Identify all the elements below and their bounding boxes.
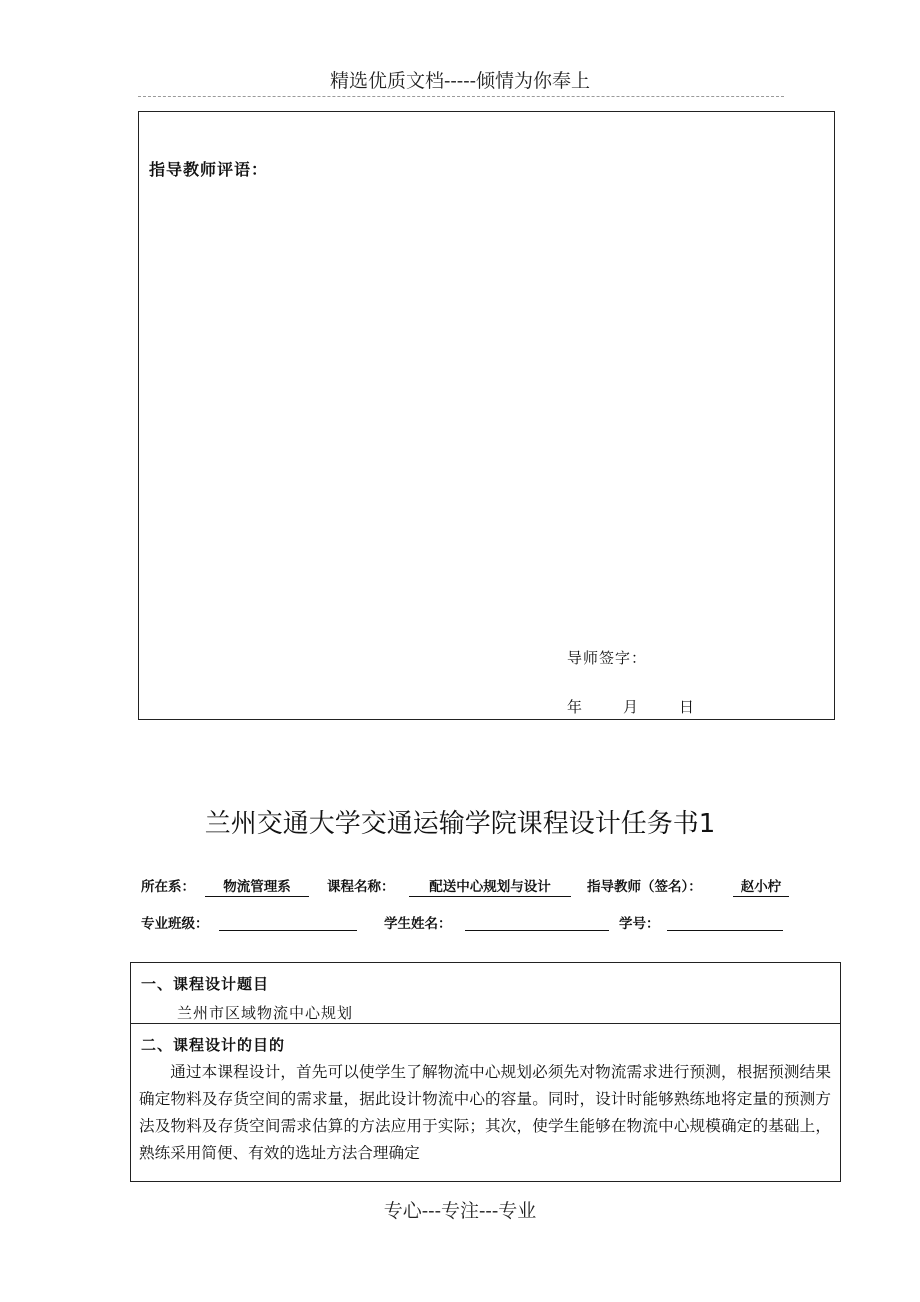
class-label: 专业班级： bbox=[141, 916, 209, 932]
course-value: 配送中心规划与设计 bbox=[409, 875, 571, 897]
date-month: 月 bbox=[623, 698, 639, 716]
department-value: 物流管理系 bbox=[205, 875, 309, 897]
section-1-heading: 一、课程设计题目 bbox=[141, 975, 270, 993]
page-footer: 专心---专注---专业 bbox=[383, 1200, 537, 1222]
class-field bbox=[219, 912, 357, 931]
section-2-body: 通过本课程设计，首先可以使学生了解物流中心规划必须先对物流需求进行预测，根据预测结果确定物料及存货空间的需求量，据此设计物流中心的容量。同时，设计时能够熟练地将定量的预测方法及物料及存货空间需求估算的方法应用于实际；其次，使学生能够在物流中心规模确定的基础上，熟练采用简便、有效的选址方法合理确定 bbox=[139, 1063, 831, 1162]
section-divider bbox=[131, 1023, 840, 1024]
teacher-review-box bbox=[138, 111, 835, 720]
section-2-heading: 二、课程设计的目的 bbox=[141, 1036, 286, 1054]
student-id-field bbox=[667, 912, 783, 931]
date-day: 日 bbox=[679, 698, 695, 716]
date-year: 年 bbox=[567, 698, 583, 716]
student-id-label: 学号： bbox=[619, 916, 660, 932]
instructor-value: 赵小柠 bbox=[733, 875, 789, 897]
signature-label: 导师签字： bbox=[567, 649, 648, 667]
instructor-label: 指导教师（签名）： bbox=[587, 879, 702, 895]
course-label: 课程名称： bbox=[327, 879, 395, 895]
task-table bbox=[130, 962, 841, 1182]
department-label: 所在系： bbox=[141, 879, 195, 895]
student-name-field bbox=[465, 912, 609, 931]
student-name-label: 学生姓名： bbox=[384, 916, 452, 932]
document-title: 兰州交通大学交通运输学院课程设计任务书1 bbox=[204, 809, 716, 839]
section-1-body: 兰州市区域物流中心规划 bbox=[177, 1004, 354, 1022]
header-divider bbox=[138, 96, 784, 97]
review-label: 指导教师评语： bbox=[149, 160, 269, 179]
page-header: 精选优质文档-----倾情为你奉上 bbox=[329, 70, 591, 92]
